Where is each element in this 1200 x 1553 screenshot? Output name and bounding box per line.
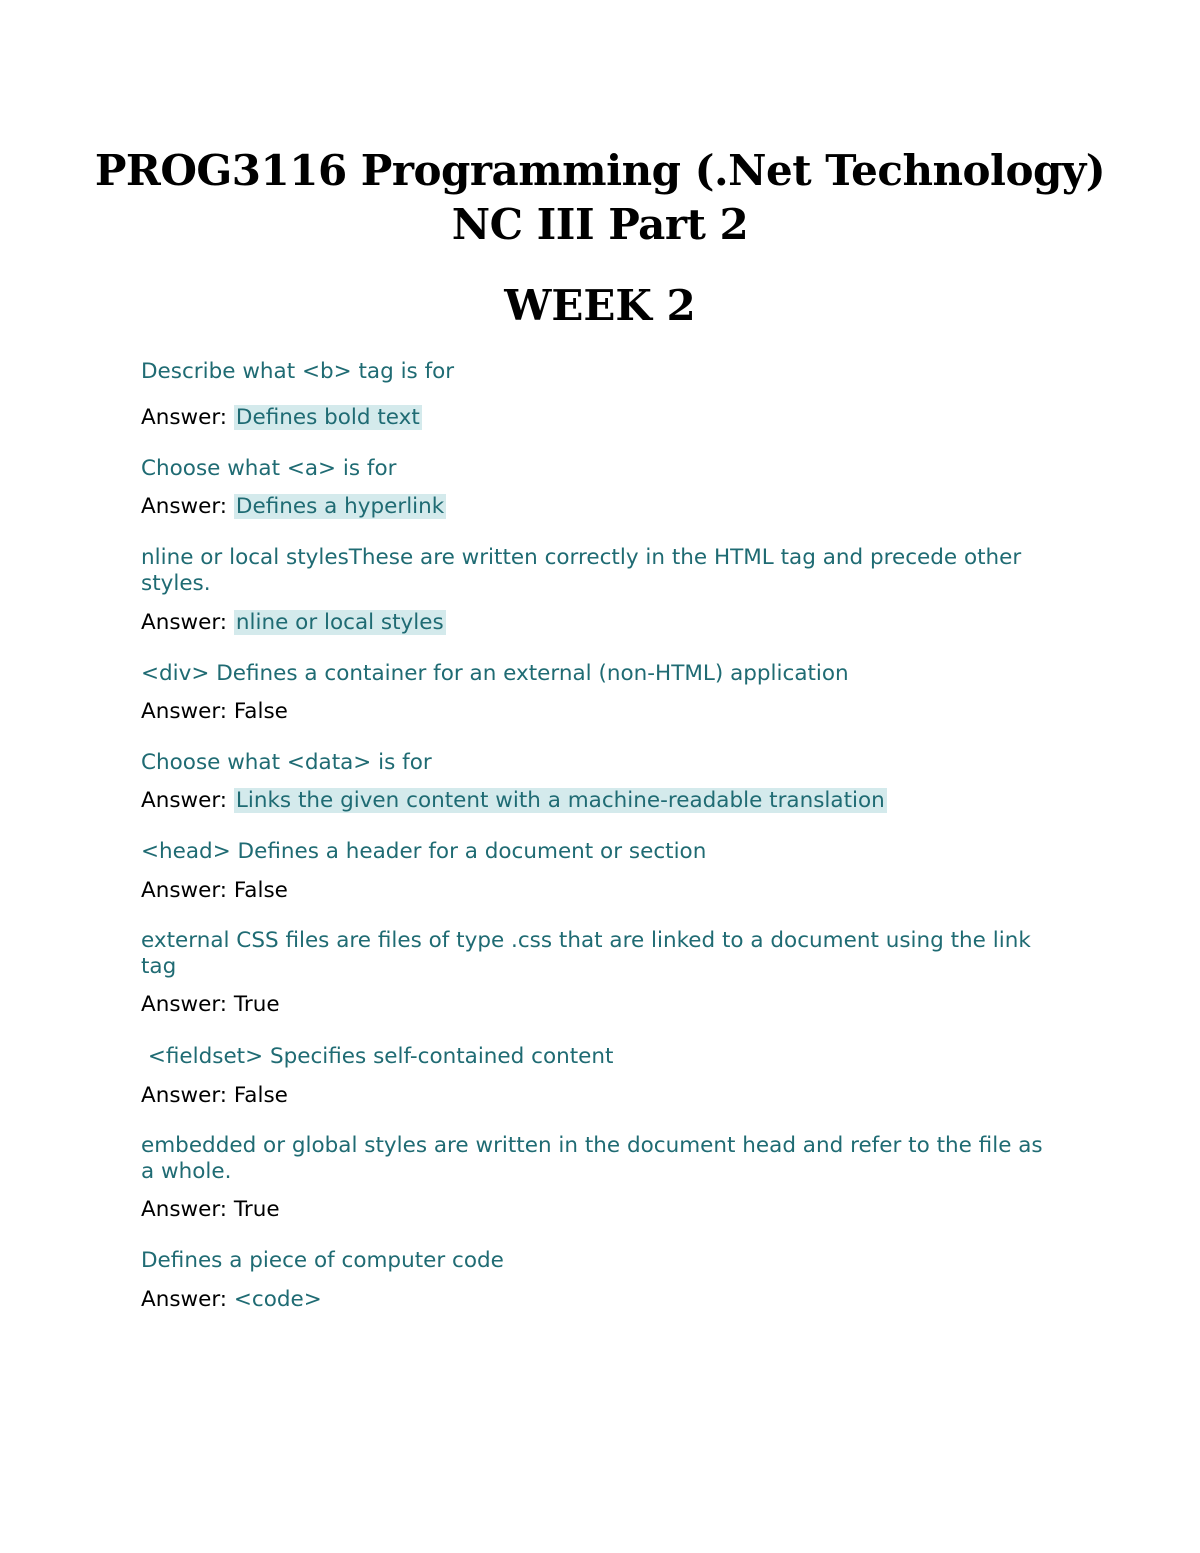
answer-label: Answer: <box>141 992 228 1017</box>
answer-3-text: nline or local styles <box>235 610 444 635</box>
answer-label: Answer: <box>141 494 228 519</box>
answer-label: Answer: <box>141 699 228 724</box>
week-heading: WEEK 2 <box>504 281 696 330</box>
answer-1-text: Defines bold text <box>235 405 420 430</box>
question-8: <fieldset> Specifies self-contained content <box>141 1044 614 1069</box>
question-3: nline or local stylesThese are written correctly in the HTML tag and precede other styles. <box>141 545 1022 596</box>
answer-6 <box>141 878 1061 904</box>
document-title-line-1: PROG3116 Programming (.Net Technology) <box>94 146 1106 195</box>
question-4: <div> Defines a container for an external (non-HTML) application <box>141 661 849 686</box>
question-9: embedded or global styles are written in the document head and refer to the file as a whole. <box>141 1133 1043 1184</box>
answer-7-text: True <box>233 992 280 1017</box>
answer-6-text: False <box>233 878 288 903</box>
answer-label: Answer: <box>141 878 228 903</box>
answer-7 <box>141 992 1061 1018</box>
answer-10 <box>141 1287 1061 1313</box>
answer-label: Answer: <box>141 788 228 813</box>
answer-label: Answer: <box>141 1083 228 1108</box>
answer-10-text: <code> <box>233 1287 322 1312</box>
answer-2-text: Defines a hyperlink <box>235 494 445 519</box>
answer-label: Answer: <box>141 610 228 635</box>
document-title-line-2: NC III Part 2 <box>451 200 749 249</box>
answer-1 <box>141 405 1061 431</box>
answer-label: Answer: <box>141 1287 228 1312</box>
answer-label: Answer: <box>141 1197 228 1222</box>
answer-5 <box>141 788 1061 814</box>
question-1: Describe what <b> tag is for <box>141 359 455 384</box>
answer-8 <box>141 1083 1061 1109</box>
question-10: Defines a piece of computer code <box>141 1248 504 1273</box>
question-2: Choose what <a> is for <box>141 456 397 481</box>
answer-label: Answer: <box>141 405 228 430</box>
answer-3 <box>141 610 1061 636</box>
answer-4 <box>141 699 1061 725</box>
answer-8-text: False <box>233 1083 288 1108</box>
question-6: <head> Defines a header for a document or section <box>141 839 707 864</box>
question-5: Choose what <data> is for <box>141 750 432 775</box>
answer-9-text: True <box>233 1197 280 1222</box>
answer-2 <box>141 494 1061 520</box>
question-7: external CSS files are files of type .css that are linked to a document using the link tag <box>141 928 1031 979</box>
answer-4-text: False <box>233 699 288 724</box>
answer-5-text: Links the given content with a machine-readable translation <box>235 788 885 813</box>
answer-9 <box>141 1197 1061 1223</box>
